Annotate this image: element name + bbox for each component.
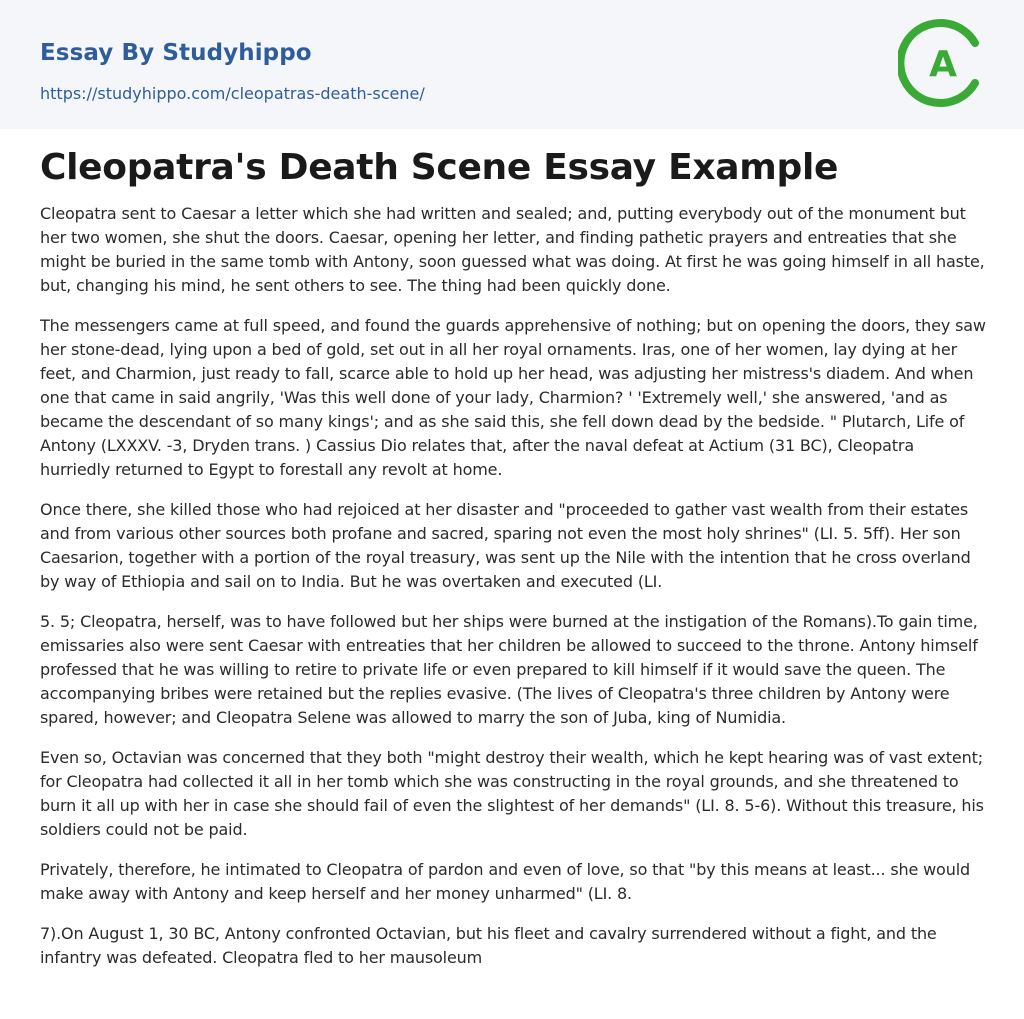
paragraph: Even so, Octavian was concerned that they both "might destroy their wealth, which he kept hearing was of vast extent; for Cleopatra had collected it all in her tomb which she was constructing in the royal grounds, and she threatened to burn it all up with her in case she should fail of even the slightest of her demands" (LI. 8. 5-6). Without this treasure, his soldiers could not be paid. [40,748,984,839]
page-url-link[interactable]: https://studyhippo.com/cleopatras-death-scene/ [40,84,425,103]
article [40,140,988,986]
site-brand[interactable]: Essay By Studyhippo [40,40,312,66]
paragraph: 5. 5; Cleopatra, herself, was to have followed but her ships were burned at the instigation of the Romans).To gain time, emissaries also were sent Caesar with entreaties that her children be allowed to succeed to the throne. Antony himself professed that he was willing to retire to private life or even prepared to kill himself if it would save the queen. The accompanying bribes were retained but the replies evasive. (The lives of Cleopatra's three children by Antony were spared, however; and Cleopatra Selene was allowed to marry the son of Juba, king of Numidia. [40,612,978,727]
paragraph: Privately, therefore, he intimated to Cleopatra of pardon and even of love, so that "by this means at least... she would make away with Antony and keep herself and her money unharmed" (LI. 8. [40,860,970,903]
paragraph: Once there, she killed those who had rejoiced at her disaster and "proceeded to gather vast wealth from their estates and from various other sources both profane and sacred, sparing not even the most holy shrines" (LI. 5. 5ff). Her son Caesarion, together with a portion of the royal treasury, was sent up the Nile with the intention that he cross overland by way of Ethiopia and sail on to India. But he was overtaken and executed (LI. [40,500,971,591]
logo-letter: A [929,44,957,85]
site-header [0,0,1024,129]
paragraph: The messengers came at full speed, and found the guards apprehensive of nothing; but on opening the doors, they saw her stone-dead, lying upon a bed of gold, set out in all her royal ornaments. Iras, one of her women, lay dying at her feet, and Charmion, just ready to fall, scarce able to hold up her head, was adjusting her mistress's diadem. And when one that came in said angrily, 'Was this well done of your lady, Charmion? ' 'Extremely well,' she answered, 'and as became the descendant of so many kings'; and as she said this, she fell down dead by the bedside. " Plutarch, Life of Antony (LXXXV. -3, Dryden trans. ) Cassius Dio relates that, after the naval defeat at Actium (31 BC), Cleopatra hurriedly returned to Egypt to forestall any revolt at home. [40,316,986,479]
letter-a-ring-logo-icon[interactable] [898,18,988,108]
page-title: Cleopatra's Death Scene Essay Example [40,147,839,188]
paragraph: 7).On August 1, 30 BC, Antony confronted Octavian, but his fleet and cavalry surrendered without a fight, and the infantry was defeated. Cleopatra fled to her mausoleum [40,924,937,967]
paragraph: Cleopatra sent to Caesar a letter which she had written and sealed; and, putting everybody out of the monument but her two women, she shut the doors. Caesar, opening her letter, and finding pathetic prayers and entreaties that she might be buried in the same tomb with Antony, soon guessed what was doing. At first he was going himself in all haste, but, changing his mind, he sent others to see. The thing had been quickly done. [40,204,985,295]
